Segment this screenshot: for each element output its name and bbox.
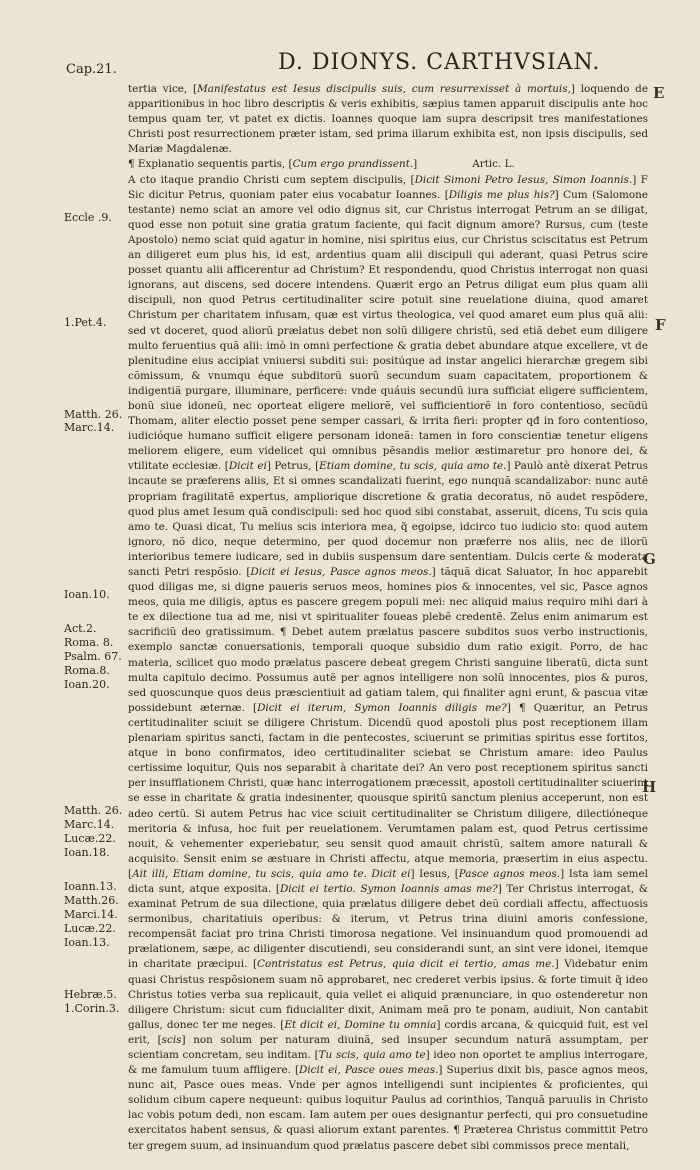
margin-note: 1.Corin.3. xyxy=(64,1002,120,1015)
article-number: Artic. L. xyxy=(472,158,515,171)
scripture-quote: Manifestatus est Iesus discipulis suis, cum resurrexisset à mortuis, xyxy=(197,83,571,95)
margin-note: Roma.8. xyxy=(64,664,110,677)
text-run: ] tãquã dicat Saluator, In hoc apparebit quod diligas me, si digne paueris seruos meos, homines pios & innocentes, vel sic, Pasce agnos meos, quia me diligis, aptus es pascere gregem populi mei: nec aliquid maius requiro mihi dari à te ex dilectione tua ad me, nisi vt spiritualiter foueas plebẽ credentẽ. Zelus enim animarum est sacrificiũ deo gratissimum. ¶ Debet autem prælatus pascere subditos suos verbo instructionis, exemplo sanctæ conuersationis, temporali quoque subsidio dum ratio exigit. Porro, de hac materia, scilicet quo modo prælatus pascere debeat gregem Christi sanguine liberatũ, dicta sunt multa capitulo decimo. Possumus autẽ per agnos intelligere non solũ innocentes, pios & puros, sed quoscunque quos deus præscientiuit ad gatiam talem, qui finaliter agni erunt, & pascua vitæ possidebunt æternæ. [ xyxy=(128,566,648,714)
margin-note: Ioan.13. xyxy=(64,936,110,949)
scripture-quote: Cum ergo prandissent. xyxy=(292,158,414,171)
running-title: D. DIONYS. CARTHVSIAN. xyxy=(278,50,601,75)
text-run: ] Ter Christus interrogat, & examinat Petrum de sua dilectione, quia prælatus diligere debet deũ cordiali affectu, affectuosis sermonibus, charitatiuis operibus: & iterum, vt Petrus trina diuini amoris confessione, recompensãt faciat pro trina Christi timorosa negatione. Vel insinuandum quod promouendi ad prælationem, sæpe, ac diligenter discutiendi, seu considerandi sunt, an sint vere idonei, itemque in charitate præcipui. [ xyxy=(128,882,649,971)
text-run: ] Cum (Salomone testante) nemo sciat an amore vel odio dignus sit, cur Christus interrogat Petrum an se diligat, quod esse non potuit sine gratia gratum faciente, qui facit dignum amore? Rursus, cum (teste Apostolo) nemo sciat quid agatur in homine, nisi spiritus eius, cur Christus sciscitatus est Petrum an diligeret eum plus his, id est, ardentius quam alii discipuli qui aderant, quasi Petrus scire posset quantu alii afficerentur ad Christum? Et respondendu, quod Christus interrogat non quasi ignorans, aut discens, sed docere intendens. Quærit ergo an Petrus diligat eum plus quam alii discipuli, non quod Petrus certitudinaliter scire potuit sine reuelatione diuina, quod amaret Christum per charitatem infusam, quæ est virtus theologica, vel quod amaret eum plus quã alii: sed vt doceret, quod aliorũ prælatus debet non solũ diligere christũ, sed etiã debet eum diligere multo feruentius quã alii: imò in omni perfectione & gratia debet abundare atque excellere, vt de plenitudine eius accipiat vniuersi subditi sui: positúque ad instar angelici hierarchæ gregem sibi cõmissum, & vnumqu éque subditorũ suorũ secundum suam capacitatem, proportionem & indigentiã purgare, illuminare, perficere: vnde quáuis secundũ iura sufficiat eligere sufficientem, bonũ siue idoneũ, nec oporteat eligere meliorẽ, vel sufficientiorẽ in foro contentioso, secũdũ Thomam, aliter electio posset pene semper cassari, & irrita fieri: propter qđ in foro contentioso, iudicióque humano sufficit eligere personam idoneã: tamen in foro conscientiæ tenetur eligens meliorem eligere, eum videlicet qui omnibus pẽsandis melior æstimaretur pro honore dei, & vtilitate ecclesiæ. [ xyxy=(128,188,648,473)
margin-note: Marci.14. xyxy=(64,908,118,921)
margin-note: Matth. 26. xyxy=(64,408,123,421)
margin-note: Ioan.18. xyxy=(64,846,110,859)
scripture-quote: Dicit Simoni Petro Iesus, Simon Ioannis. xyxy=(414,173,633,186)
chapter-label: Cap.21. xyxy=(66,62,117,77)
text-run: A cto itaque prandio Christi cum septem discipulis, [ xyxy=(128,173,415,186)
text-run: ] ideo non oportet te amplius interrogare, & me famulum tuum affligere. [ xyxy=(128,1049,649,1077)
margin-note: Hebræ.5. xyxy=(64,988,117,1001)
text-run: ] ¶ Quæritur, an Petrus certitudinaliter sciuit se diligere Christum. Dicendũ quod apostoli plus post receptionem illam plenariam spiritus sancti, factam in die pentecostes, sciuerunt se primitias spiritus esse fortitos, atque in bono confirmatos, ideo certitudinaliter sciebat se Christum amare: ideo Paulus certissime loquitur, Quis nos separabit à charitate dei? An vero post receptionem spiritus sancti per insufflationem Christi, quæ hanc interrogationem præcessit, apostoli certitudinaliter sciuerint se esse in charitate & gratia indesinenter, quousque spiritũ sanctum plenius acceperunt, non est adeo certũ. Si autem Petrus hac vice sciuit certitudinaliter se Christum diligere, dilectióneque meritoria & infusa, hoc fuit per reuelationem. Verumtamen palam est, quod Petrus certissime nouit, & vehementer experiebatur, seu sensit quod amauit christũ, saltem amore naturali & acquisito. Sensit enim se æstuare in Christi affectu, atque memoria, præsertim in eius aspectu. [ xyxy=(128,701,648,880)
scripture-quote: Diligis me plus his? xyxy=(448,188,555,201)
text-run: ] Videbatur enim quasi Christus respõsionem suam nõ approbaret, nec crederet verbis ipsius. & forte timuit q̃ ideo Christus toties verba sua replicauit, quia vellet ei aliquid prænunciare, in quo ostenderetur non diligere Christum: sicut cum fiducialiter dixit, Animam meã pro te ponam, audiuit, Non cantabit gallus, donec ter me neges. [ xyxy=(128,958,648,1031)
text-run: ] Ista iam semel dicta sunt, atque exposita. [ xyxy=(128,867,648,895)
margin-note: Lucæ.22. xyxy=(64,922,116,935)
margin-note: Psalm. 67. xyxy=(64,650,122,663)
margin-note: Act.2. xyxy=(64,622,97,635)
margin-note: Marc.14. xyxy=(64,421,115,434)
text-run: ] cordis arcana, & quicquid fuit, est vel erit, [ xyxy=(128,1018,649,1046)
scripture-quote: Pasce agnos meos. xyxy=(458,867,561,880)
scripture-quote: Etiam domine, tu scis, quia amo te. xyxy=(319,460,507,473)
scripture-quote: Ait illi, Etiam domine, tu scis, quia amo te. Dicit ei xyxy=(132,867,411,880)
scripture-quote: scis xyxy=(161,1033,182,1046)
scripture-quote: Et dicit ei, Domine tu omnia xyxy=(284,1018,437,1031)
margin-note: Matth.26. xyxy=(64,894,119,907)
scripture-quote: Dicit ei iterum, Symon Ioannis diligis me? xyxy=(257,701,507,714)
text-run: ] Paulò antè dixerat Petrus incaute se præferens aliis, Et si omnes scandalizati fuerint, ego nunquã scandalizabor: nunc autẽ propriam fragilitatẽ expertus, ampliorique discretione & gratia decoratus, nõ audet respõdere, quod plus amet Iesum quã condiscipuli: sed hoc quod sibi constabat, asseruit, dicens, Tu scis quia amo te. Quasi dicat, Tu melius scis interiora mea, q̃ egoipse, idcirco tuo iudicio sto: quod autem ignoro, nõ dico, neque determino, per quod docemur non præferre nos aliis, nec de illorũ interioribus temere iudicare, sed in dubiis suspensum dare sententiam. Dulcis certe & moderata sancti Petri respõsio. [ xyxy=(128,460,649,578)
text-run: ] loquendo de apparitionibus in hoc libro descriptis & veris exhibitis, sæpius tamen apparuit discipulis ante hoc tempus quam ter, vt patet ex dictis. Ioannes quoque iam supra descripsit tres manifestationes Christi post resurrectionem præter istam, sed prima illarum exhibita est, non ipsis discipulis, sed Mariæ Magdalenæ. xyxy=(128,83,648,156)
text-run: ¶ Explanatio sequentis partis, [ xyxy=(128,158,293,171)
margin-note: Eccle .9. xyxy=(64,211,112,224)
scripture-quote: Tu scis, quia amo te xyxy=(318,1049,426,1061)
text-run: ] Petrus, [ xyxy=(266,460,320,473)
margin-note: 1.Pet.4. xyxy=(64,316,107,329)
paragraph-1 xyxy=(128,82,648,157)
scripture-quote: Dicit ei, Pasce oues meas. xyxy=(299,1064,439,1077)
margin-note: Ioan.10. xyxy=(64,588,110,601)
scripture-quote: Dicit ei Iesus, Pasce agnos meos. xyxy=(250,566,432,578)
paragraph-2 xyxy=(128,173,648,1154)
section-heading xyxy=(128,157,648,172)
text-run: ] non solum per naturam diuinã, sed insuper secundum naturã assumptam, per scientiam concretam, seu inditam. [ xyxy=(128,1033,648,1061)
text-run: ] F Sic dicitur Petrus, quoniam pater eius vocabatur Ioannes. [ xyxy=(128,173,648,201)
section-letter-f: F xyxy=(655,316,666,334)
scripture-quote: Dicit ei xyxy=(228,460,267,473)
running-header xyxy=(0,50,700,80)
text-run: ] xyxy=(413,158,418,171)
scripture-quote: Contristatus est Petrus, quia dicit ei tertio, amas me. xyxy=(257,958,555,971)
margin-note: Roma. 8. xyxy=(64,636,114,649)
margin-note: Marc.14. xyxy=(64,818,115,831)
margin-note: Ioan.20. xyxy=(64,678,110,691)
section-letter-g: G xyxy=(643,550,656,568)
commentary-text xyxy=(128,82,648,1154)
section-letter-h: H xyxy=(642,778,657,796)
text-run: ] Iesus, [ xyxy=(410,867,459,880)
text-run: tertia vice, [ xyxy=(128,83,198,95)
text-run: ] Superius dixit bis, pasce agnos meos, nunc ait, Pasce oues meas. Vnde per agnos intelligendi sunt incipientes & proficientes, qui solidum cibum capere nequeunt: quibus loquitur Paulus ad corinthios, Tanquã paruulis in Christo lac vobis potum dedi, non escam. Iam autem per oues designantur perfecti, qui pro consuetudine exercitatos habent sensus, & quasi aliorum extant parentes. ¶ Præterea Christus committit Petro ter gregem suum, ad insinuandum quod prælatus pascere debet sibi commissos prece mentali, xyxy=(128,1064,648,1152)
margin-note: Lucæ.22. xyxy=(64,832,116,845)
section-letter-e: E xyxy=(653,84,665,102)
margin-note: Matth. 26. xyxy=(64,804,123,817)
margin-note: Ioann.13. xyxy=(64,880,117,893)
scripture-quote: Dicit ei tertio. Symon Ioannis amas me? xyxy=(279,882,498,895)
